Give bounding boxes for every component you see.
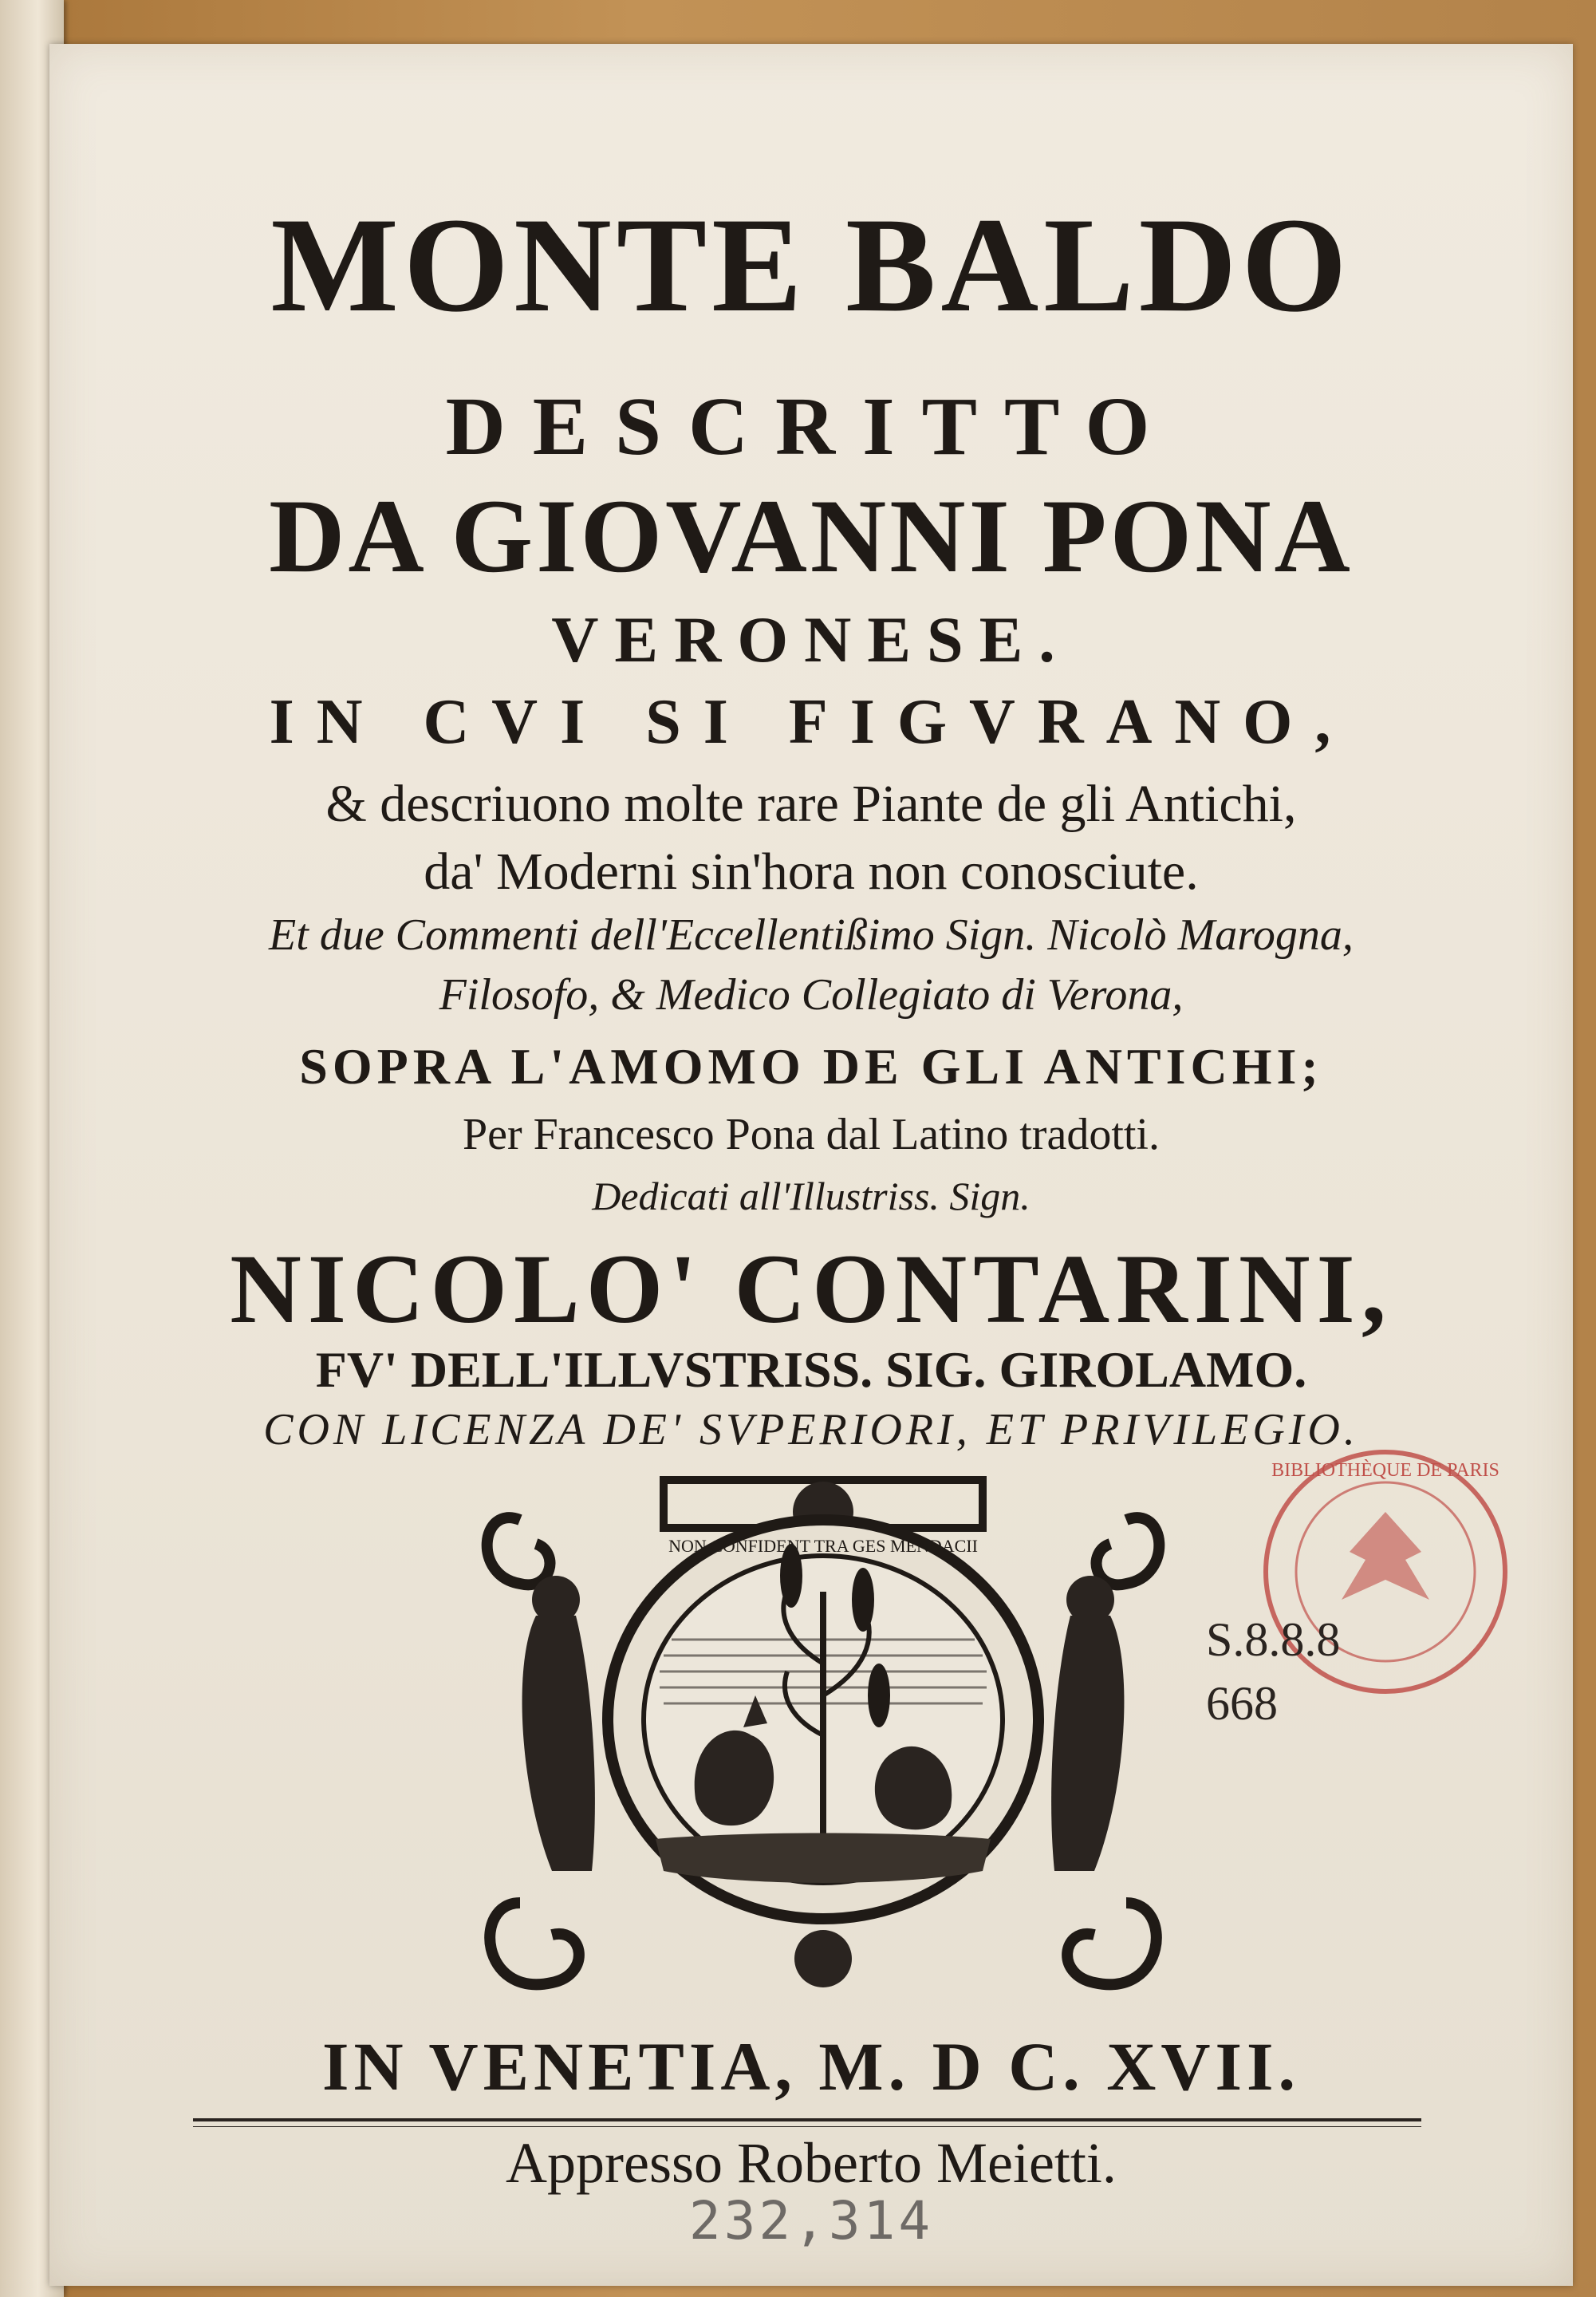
commentary-line-2: Filosofo, & Medico Collegiato di Verona, [439,970,1184,1020]
book-title: MONTE BALDO [270,190,1352,340]
license-line: CON LICENZA DE' SVPERIORI, ET PRIVILEGIO. [263,1405,1359,1454]
printers-device-woodcut [464,1456,1182,2015]
shelfmark-line-1: S.8.8.8 [1206,1613,1341,1666]
imprint-rule-thin [193,2126,1421,2127]
imprint-place-date: IN VENETIA, M. D C. XVII. [322,2028,1300,2105]
description-line-2: & descriuono molte rare Piante de gli Antichi, [325,775,1297,833]
imprint-rule [193,2118,1421,2121]
shelfmark [1206,1608,1340,1735]
library-stamp-text: BIBLIOTHÈQUE DE PARIS [1271,1460,1499,1481]
title-page [49,44,1573,2286]
device-motto: NON CONFIDENT TRA GES MENDACII [668,1536,978,1556]
dedicatee-name: NICOLO' CONTARINI, [230,1234,1393,1344]
author-origin: VERONESE. [551,603,1071,676]
book-subtitle: DESCRITTO [445,381,1177,472]
description-line-1: IN CVI SI FIGVRANO, [269,687,1354,757]
description-line-3: da' Moderni sin'hora non conosciute. [424,843,1199,901]
accession-number-stamp: 232,314 [688,2190,934,2252]
shelfmark-line-2: 668 [1206,1677,1278,1730]
printer-line: Appresso Roberto Meietti. [506,2131,1117,2195]
dedication-intro: Dedicati all'Illustriss. Sign. [592,1174,1031,1218]
translator-line: Per Francesco Pona dal Latino tradotti. [463,1110,1160,1159]
commentary-line-1: Et due Commenti dell'Eccellentißimo Sign. Nicolò Marogna, [269,910,1354,960]
author-line: DA GIOVANNI PONA [269,477,1354,594]
amomo-line: SOPRA L'AMOMO DE GLI ANTICHI; [299,1038,1323,1095]
dedicatee-father: FV' DELL'ILLVSTRISS. SIG. GIROLAMO. [315,1341,1307,1398]
